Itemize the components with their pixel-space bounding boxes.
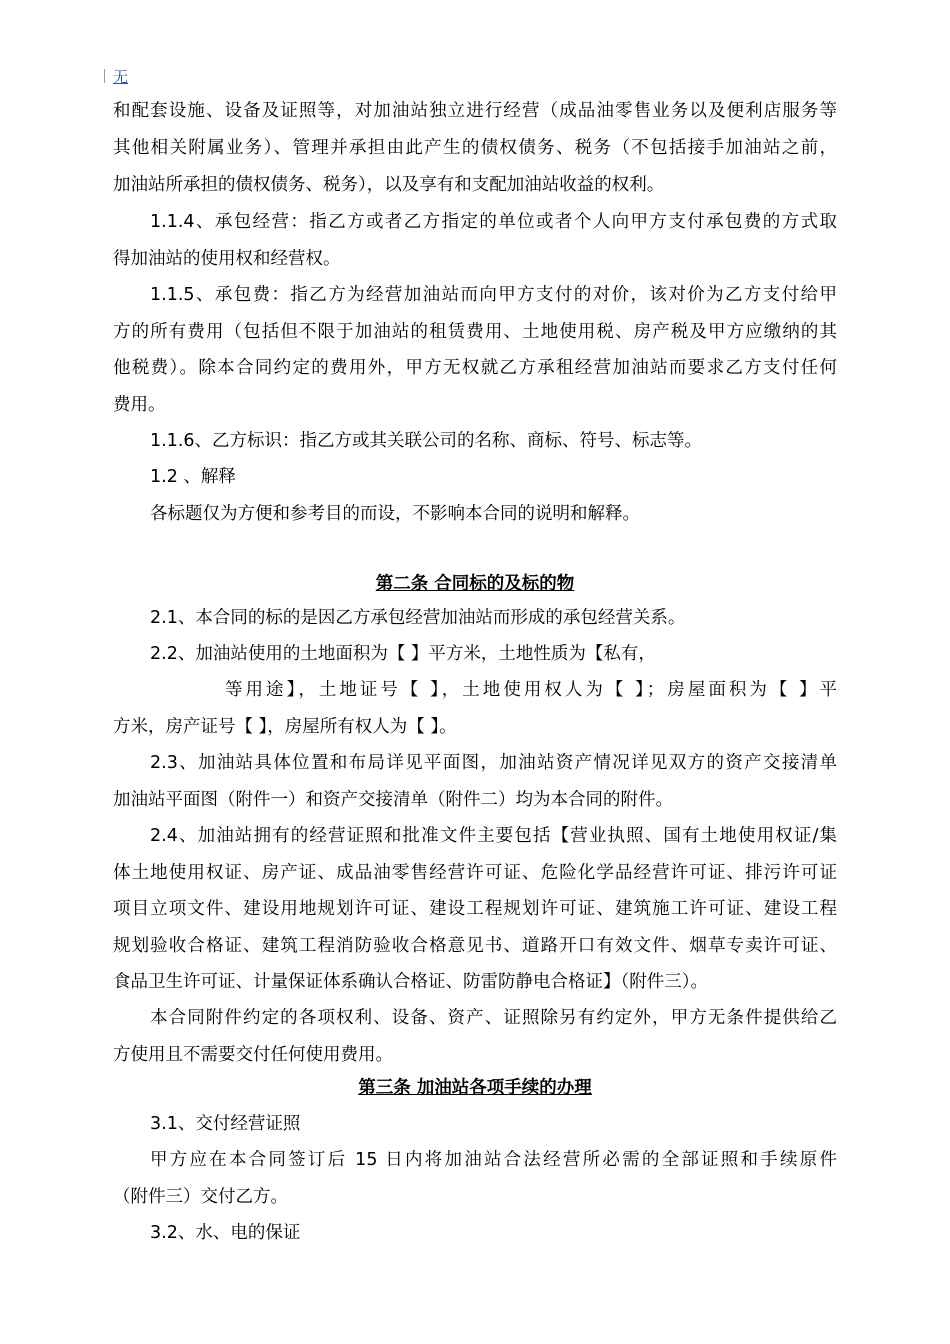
- paragraph-line: 其他相关附属业务）、管理并承担由此产生的债权债务、税务（不包括接手加油站之前，: [113, 138, 837, 158]
- paragraph-line: 得加油站的使用权和经营权。: [113, 249, 341, 269]
- clause-1-1-5-line: 1.1.5、承包费：指乙方为经营加油站而向甲方支付的对价，该对价为乙方支付给甲: [150, 285, 837, 305]
- clause-2-1-line: 2.1、本合同的标的是因乙方承包经营加油站而形成的承包经营关系。: [150, 608, 686, 628]
- paragraph-line: 他税费）。除本合同约定的费用外，甲方无权就乙方承租经营加油站而要求乙方支付任何: [113, 358, 837, 378]
- clause-3-2-line: 3.2、水、电的保证: [150, 1223, 301, 1243]
- paragraph-line: 体土地使用权证、房产证、成品油零售经营许可证、危险化学品经营许可证、排污许可证: [113, 863, 837, 883]
- clause-2-3-line: 2.3、加油站具体位置和布局详见平面图，加油站资产情况详见双方的资产交接清单: [150, 753, 837, 773]
- header-link[interactable]: 无: [113, 67, 129, 86]
- paragraph-line: 项目立项文件、建设用地规划许可证、建设工程规划许可证、建筑施工许可证、建设工程: [113, 899, 837, 919]
- paragraph-line: 和配套设施、设备及证照等，对加油站独立进行经营（成品油零售业务以及便利店服务等: [113, 101, 837, 121]
- paragraph-line: 等用途】，土地证号【 】，土地使用权人为【 】；房屋面积为【 】平: [225, 680, 837, 700]
- paragraph-line: 本合同附件约定的各项权利、设备、资产、证照除另有约定外，甲方无条件提供给乙: [150, 1008, 837, 1028]
- clause-1-1-6-line: 1.1.6、乙方标识：指乙方或其关联公司的名称、商标、符号、标志等。: [150, 431, 703, 451]
- paragraph-line: 甲方应在本合同签订后 15 日内将加油站合法经营所必需的全部证照和手续原件: [150, 1150, 837, 1170]
- section-heading-article-3: 第三条 加油站各项手续的办理: [358, 1078, 592, 1098]
- paragraph-line: 规划验收合格证、建筑工程消防验收合格意见书、道路开口有效文件、烟草专卖许可证、: [113, 936, 837, 956]
- paragraph-line: 方使用且不需要交付任何使用费用。: [113, 1045, 393, 1065]
- paragraph-line: 方的所有费用（包括但不限于加油站的租赁费用、土地使用税、房产税及甲方应缴纳的其: [113, 322, 837, 342]
- paragraph-line: 加油站所承担的债权债务、税务），以及享有和支配加油站收益的权利。: [113, 175, 665, 195]
- divider-bar: [104, 69, 105, 83]
- paragraph-line: 费用。: [113, 395, 166, 415]
- paragraph-line: 各标题仅为方便和参考目的而设，不影响本合同的说明和解释。: [150, 504, 640, 524]
- header-link-area: [104, 64, 128, 88]
- paragraph-line: 食品卫生许可证、计量保证体系确认合格证、防雷防静电合格证】（附件三）。: [113, 972, 708, 992]
- paragraph-line: 加油站平面图（附件一）和资产交接清单（附件二）均为本合同的附件。: [113, 790, 673, 810]
- paragraph-line: （附件三）交付乙方。: [113, 1187, 288, 1207]
- clause-3-1-line: 3.1、交付经营证照: [150, 1114, 301, 1134]
- clause-2-4-line: 2.4、加油站拥有的经营证照和批准文件主要包括【营业执照、国有土地使用权证/集: [150, 826, 837, 846]
- paragraph-line: 方米，房产证号【 】，房屋所有权人为【 】。: [113, 717, 457, 737]
- section-heading-article-2: 第二条 合同标的及标的物: [375, 574, 575, 594]
- clause-1-2-line: 1.2 、解释: [150, 467, 236, 487]
- clause-2-2-line: 2.2、加油站使用的土地面积为【 】平方米，土地性质为【私有，: [150, 644, 656, 664]
- clause-1-1-4-line: 1.1.4、承包经营：指乙方或者乙方指定的单位或者个人向甲方支付承包费的方式取: [150, 212, 837, 232]
